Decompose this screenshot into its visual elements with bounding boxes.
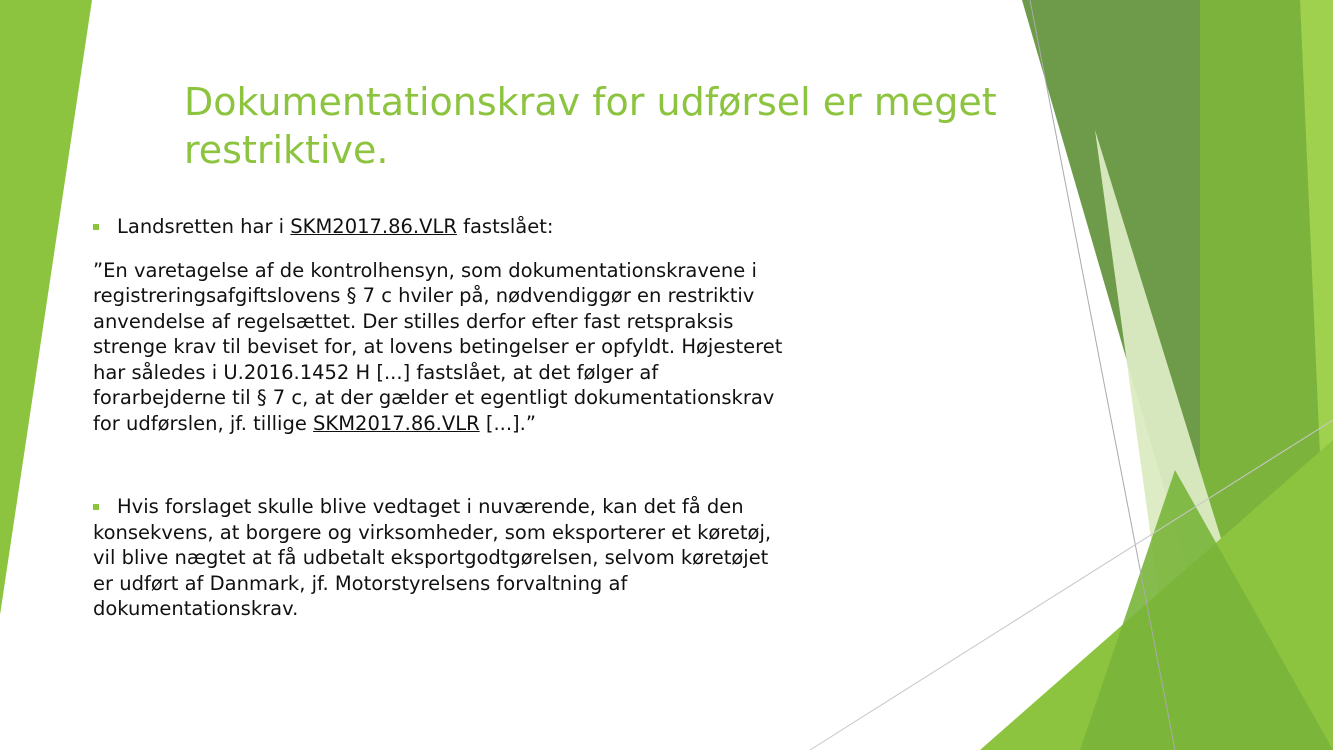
skm-link-quote[interactable]: SKM2017.86.VLR [313, 411, 480, 435]
skm-link[interactable]: SKM2017.86.VLR [290, 215, 457, 238]
bullet-marker [93, 504, 99, 510]
quote-tail: [...].” [479, 411, 536, 435]
bullet1-tail: fastslået: [456, 215, 554, 238]
left-green-band [0, 0, 92, 615]
bullet2-text: Hvis forslaget skulle blive vedtaget i nuværende, kan det få den konsekvens, at borgere og virksomheder, som eksporterer et køretøj, vil blive nægtet at få udbetalt eksportgodtgørelsen, selvom køretøjet er udført af Danmark, jf. Motorstyrelsens forvaltning af dokumentationskrav. [93, 495, 772, 620]
bullet-marker [93, 224, 99, 230]
slide-content [93, 214, 793, 622]
bullet-item [93, 214, 793, 240]
slide-title: Dokumentationskrav for udførsel er meget restriktive. [184, 80, 997, 172]
bullet1-text: Landsretten har i [117, 215, 291, 238]
quote-paragraph [93, 258, 793, 437]
bullet-item [93, 494, 793, 622]
quote-text: ”En varetagelse af de kontrolhensyn, som dokumentationskravene i registreringsafgiftslovens § 7 c hviler på, nødvendiggør en restriktiv anvendelse af regelsættet. Der stilles derfor efter fast retspraksis strenge krav til beviset for, at lovens betingelser er opfyldt. Højesteret har således i U.2016.1452 H [...] fastslået, at det følger af forarbejderne til § 7 c, at der gælder et egentligt dokumentationskrav for udførslen, jf. tillige [93, 258, 783, 435]
